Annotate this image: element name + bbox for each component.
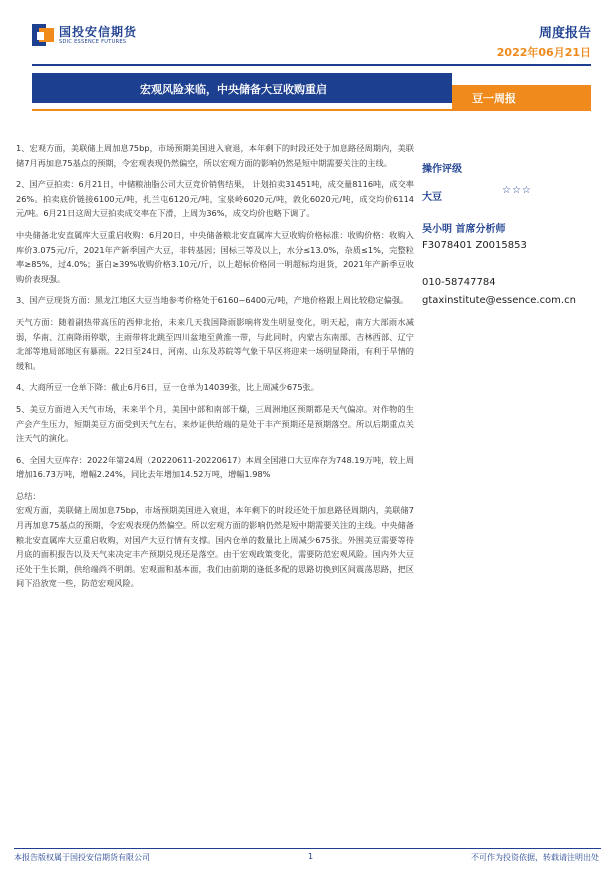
summary-heading: 总结： [16, 490, 41, 501]
analyst-cert-numbers: F3078401 Z0015853 [422, 240, 527, 251]
report-type: 周度报告 [538, 26, 591, 41]
category-tag [452, 85, 591, 109]
logo-mark-icon [32, 24, 54, 46]
logo-text [59, 25, 137, 46]
logo-name-en: SDIC ESSENCE FUTURES [59, 38, 127, 45]
body-paragraph-3: 中央储备北安直属库大豆重启收购：6月20日，中央储备粮北安直属库大豆收购价格标准：收购价格：收购入库价3.075元/斤，2021年产新季国产大豆，非转基因；国标三等及以上，水分≤13.0%，杂质≤1%，完整粒率≥85%，过4.0%；蛋白≥39%收购价格3.10元/斤，以上超标价格同一明超标均退货，2021年产新季豆收购价表现强。 [16, 229, 414, 284]
rating-stars-icon: ☆☆☆ [502, 185, 532, 196]
category-tag-label: 豆一周报 [472, 92, 516, 105]
rating-product: 大豆 [422, 192, 442, 203]
body-paragraph-4: 3、国产豆现货方面：黑龙江地区大豆当地参考价格处于6160~6400元/吨，产地价格跟上周比较稳定偏强。 [16, 295, 409, 306]
title-banner [32, 73, 452, 103]
footer-copyright: 本报告版权属于国投安信期货有限公司 [14, 853, 150, 862]
title-underline [32, 109, 591, 111]
body-paragraph-8: 6、全国大豆库存：2022年第24周（20220611-20220617）本周全国港口大豆库存为748.19万吨，较上周增加16.73万吨，增幅2.24%，同比去年增加14.52万吨，增幅1.98% [16, 454, 414, 480]
report-date: 2022年06月21日 [496, 46, 591, 59]
body-paragraph-1: 1、宏观方面，美联储上周加息75bp，市场预期美国进入衰退，本年剩下的时段还处于加息路径周期内，美联储7月再加息75基点的预期，令宏观表现仍然偏空，所以宏观方面的影响仍然是短中期需要关注的主线。 [16, 143, 414, 168]
sidebar [422, 160, 612, 306]
body-paragraph-6: 4、大商所豆一仓单下降：截止6月6日，豆一仓单为14039张，比上周减少675张。 [16, 382, 319, 393]
rating-row [422, 185, 612, 204]
page-number: 1 [308, 852, 314, 861]
logo-name-cn: 国投安信期货 [59, 24, 138, 39]
header-divider [32, 64, 591, 66]
analyst-name: 吴小明 首席分析师 [422, 224, 506, 235]
footer-divider [14, 848, 601, 849]
rating-label: 操作评级 [422, 164, 462, 175]
contact-phone: 010-58747784 [422, 277, 496, 288]
report-body [16, 141, 414, 598]
report-title: 宏观风险来临，中央储备大豆收购重启 [140, 83, 327, 96]
summary-paragraph: 宏观方面，美联储上周加息75bp，市场预期美国进入衰退，本年剩下的时段还处于加息路径周期内，美联储7月再加息75基点的预期，令宏观表现仍然偏空。所以宏观方面的影响仍然是短中期需要关注的主线。中央储备粮北安直属库大豆重启收购，对国产大豆行情有支撑。国内仓单的数量比上周减少675张。外围美豆需要等待月底的面积报告以及天气来决定丰产预期兑现还是落空。由于宏观政策变化，需要防范宏观风险。国内外大豆还处于生长期，供给端尚不明朗。宏观面和基本面，我们由前期的逢低多配的思路切换到区间震荡思路，把区间下沿放宽一些，防范宏观风险。 [16, 505, 414, 589]
contact-email[interactable]: gtaxinstitute@essence.com.cn [422, 295, 576, 306]
body-paragraph-7: 5、美豆方面进入天气市场，未来半个月，美国中部和南部干燥，三周洲地区预期都是天气偏凉。对作物的生产会产生压力，短期美豆方面受到天气左右，来炒证供给端的是处于丰产预期还是预期落空。所以后期重点关注天气的演化。 [16, 403, 414, 444]
company-logo [32, 24, 137, 46]
body-paragraph-5: 天气方面：随着副热带高压的西伸北抬，未来几天我国降雨影响将发生明显变化，明天起，南方大部雨水减弱，华南、江南降雨停歇，主雨带将北跳至四川盆地至黄淮一带，与此同时，内蒙古东南部、吉林西部、辽宁北部等地局部地区有暴雨。22日至24日，河南、山东及苏皖等气象干旱区将迎来一场明显降雨，有利于旱情的缓和。 [16, 316, 414, 371]
footer-disclaimer: 不可作为投资依据，转载请注明出处 [471, 853, 599, 862]
body-paragraph-2: 2、国产豆拍卖：6月21日，中储粮油脂公司大豆竞价销售结果， 计划拍卖31451吨，成交量8116吨，成交率26%。拍卖底价链接6100元/吨，扎兰屯6120元/吨，宝泉岭6020元/吨，敦化6020元/吨，成交均价6114元/吨。6月21日这周大豆拍卖成交率在下滑，上周为36%，成交均价也略下调了。 [16, 179, 414, 219]
